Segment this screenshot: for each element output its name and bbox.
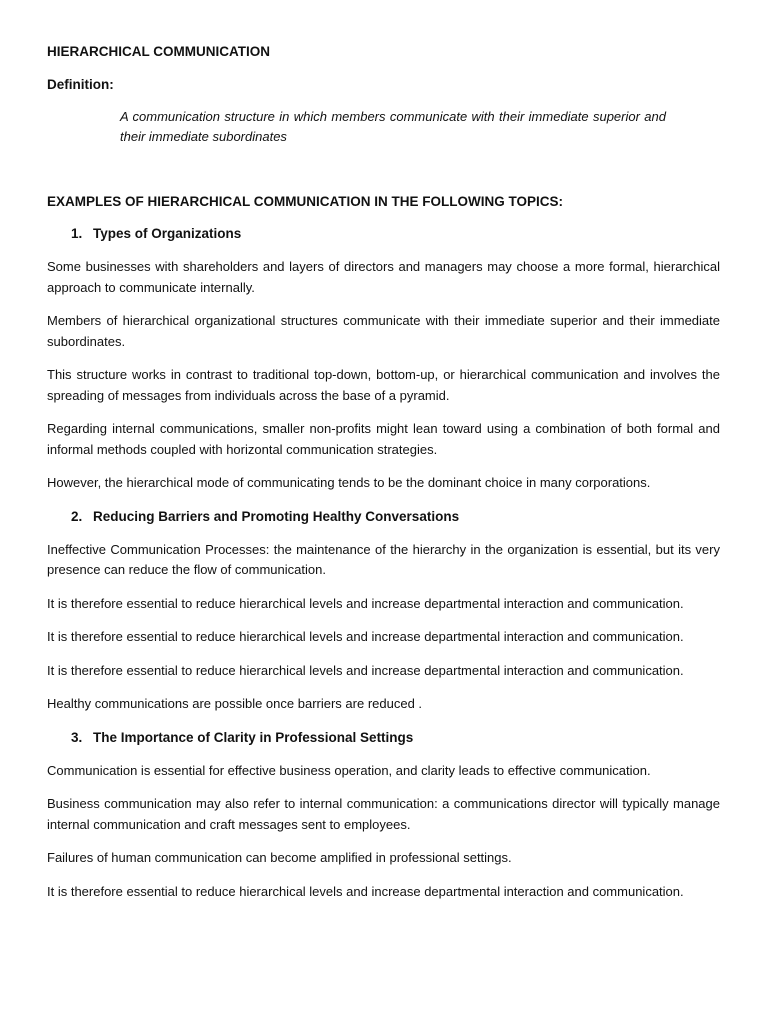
section-number: 3. xyxy=(71,729,83,745)
section-1 xyxy=(47,225,720,494)
paragraph: Failures of human communication can become amplified in professional settings. xyxy=(47,850,512,865)
paragraph: Regarding internal communications, smaller non-profits might lean toward using a combination of both formal and informal methods coupled with horizontal communication strategies. xyxy=(47,421,720,457)
document-title: HIERARCHICAL COMMUNICATION xyxy=(47,44,270,59)
section-2 xyxy=(47,508,720,715)
section-3 xyxy=(47,729,720,903)
section-title: The Importance of Clarity in Professional Settings xyxy=(93,729,414,745)
paragraph: It is therefore essential to reduce hierarchical levels and increase departmental interaction and communication. xyxy=(47,629,684,644)
section-number: 2. xyxy=(71,508,83,524)
paragraph: It is therefore essential to reduce hierarchical levels and increase departmental interaction and communication. xyxy=(47,595,684,611)
paragraph: Communication is essential for effective business operation, and clarity leads to effective communication. xyxy=(47,762,651,778)
paragraph: Members of hierarchical organizational structures communicate with their immediate superior and their immediate subordinates. xyxy=(47,313,720,349)
section-number: 1. xyxy=(71,226,83,241)
paragraph: However, the hierarchical mode of communicating tends to be the dominant choice in many corporations. xyxy=(47,475,651,490)
paragraph: This structure works in contrast to traditional top-down, bottom-up, or hierarchical communication and involves the spreading of messages from individuals across the base of a pyramid. xyxy=(47,367,720,403)
paragraph: Some businesses with shareholders and layers of directors and managers may choose a more formal, hierarchical approach to communicate internally. xyxy=(47,259,720,295)
paragraph: It is therefore essential to reduce hierarchical levels and increase departmental interaction and communication. xyxy=(47,883,684,899)
paragraph: Business communication may also refer to internal communication: a communications director will typically manage internal communication and craft messages sent to employees. xyxy=(47,796,720,832)
definition-label: Definition: xyxy=(47,77,114,92)
section-heading xyxy=(71,225,720,243)
examples-heading: EXAMPLES OF HIERARCHICAL COMMUNICATION IN THE FOLLOWING TOPICS: xyxy=(47,194,563,209)
section-heading xyxy=(71,729,720,747)
section-title: Types of Organizations xyxy=(93,226,242,241)
section-heading xyxy=(71,508,720,526)
definition-text: A communication structure in which members communicate with their immediate superior and their immediate subordinates xyxy=(120,109,666,144)
paragraph: Healthy communications are possible once barriers are reduced . xyxy=(47,696,423,711)
paragraph: It is therefore essential to reduce hierarchical levels and increase departmental interaction and communication. xyxy=(47,662,684,678)
paragraph: Ineffective Communication Processes: the maintenance of the hierarchy in the organization is essential, but its very presence can reduce the flow of communication. xyxy=(47,541,720,577)
section-title: Reducing Barriers and Promoting Healthy Conversations xyxy=(93,508,460,524)
